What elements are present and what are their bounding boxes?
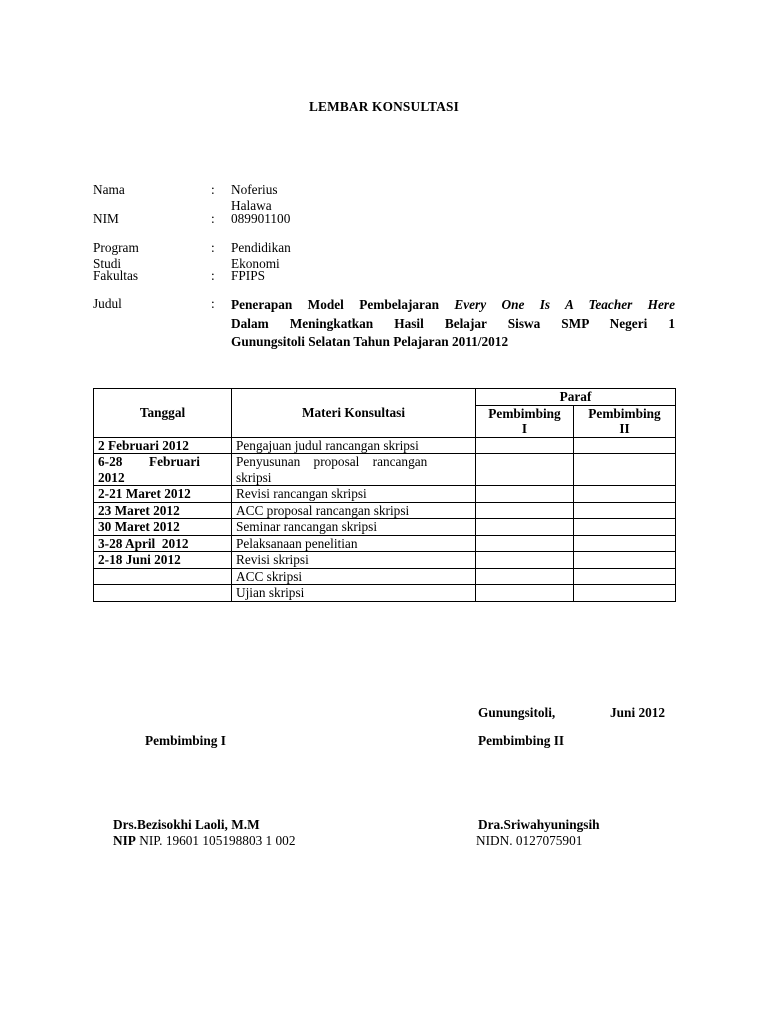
row-date: 3-28 April 2012 — [94, 535, 232, 552]
table-row — [94, 535, 676, 552]
row-paraf-2 — [574, 552, 676, 569]
field-value: Noferius Halawa — [231, 182, 278, 213]
row-materi: Revisi rancangan skripsi — [232, 486, 476, 503]
row-date-line-1: 6-28 Februari — [98, 454, 200, 469]
thesis-title-line-2: Dalam Meningkatkan Hasil Belajar Siswa SMP Negeri 1 — [231, 315, 675, 331]
field-colon: : — [211, 211, 215, 226]
signature-role-left: Pembimbing I — [145, 733, 226, 748]
field-value: Pendidikan Ekonomi — [231, 240, 291, 271]
row-materi: Pelaksanaan penelitian — [232, 535, 476, 552]
row-paraf-1 — [476, 486, 574, 503]
nip-label: NIP — [113, 833, 136, 848]
signature-nip-left — [113, 833, 295, 849]
row-paraf-2 — [574, 502, 676, 519]
field-colon: : — [211, 296, 215, 311]
nip-value: NIP. 19601 105198803 1 002 — [139, 833, 296, 848]
consultation-table — [93, 388, 676, 602]
header-pembimbing-1 — [476, 405, 574, 437]
header-pembimbing-1-text: Pembimbing — [488, 405, 561, 421]
row-paraf-1 — [476, 585, 574, 602]
row-date — [94, 568, 232, 585]
header-pembimbing-2-text: Pembimbing — [588, 405, 661, 421]
header-pembimbing-2-num: II — [619, 421, 630, 436]
row-materi: Ujian skripsi — [232, 585, 476, 602]
row-materi-line-1: Penyusunan proposal rancangan — [236, 454, 428, 469]
table-row — [94, 437, 676, 454]
document-title: LEMBAR KONSULTASI — [308, 99, 460, 114]
field-value: FPIPS — [231, 268, 266, 283]
row-materi — [232, 454, 476, 486]
table-row — [94, 486, 676, 503]
table-row — [94, 502, 676, 519]
row-paraf-1 — [476, 437, 574, 454]
field-label: Program Studi — [93, 240, 139, 271]
row-date — [94, 585, 232, 602]
header-paraf: Paraf — [476, 389, 676, 406]
row-date: 23 Maret 2012 — [94, 502, 232, 519]
row-date — [94, 454, 232, 486]
row-materi: ACC proposal rancangan skripsi — [232, 502, 476, 519]
thesis-title-prefix: Penerapan Model Pembelajaran — [231, 297, 439, 312]
signature-nidn-right: NIDN. 0127075901 — [476, 833, 583, 848]
row-date-line-2: 2012 — [98, 469, 125, 485]
field-label: Nama — [93, 182, 125, 197]
row-date: 2 Februari 2012 — [94, 437, 232, 454]
row-paraf-2 — [574, 535, 676, 552]
thesis-title — [231, 296, 675, 352]
thesis-title-line-3: Gunungsitoli Selatan Tahun Pelajaran 2011/2012 — [231, 334, 509, 349]
row-paraf-1 — [476, 519, 574, 536]
row-paraf-2 — [574, 568, 676, 585]
row-paraf-1 — [476, 552, 574, 569]
row-paraf-2 — [574, 585, 676, 602]
signature-name-left: Drs.Bezisokhi Laoli, M.M — [113, 817, 260, 832]
row-paraf-1 — [476, 454, 574, 486]
table-row — [94, 568, 676, 585]
row-paraf-2 — [574, 519, 676, 536]
signing-place: Gunungsitoli, — [478, 705, 556, 720]
row-paraf-2 — [574, 437, 676, 454]
header-pembimbing-2 — [574, 405, 676, 437]
row-date: 30 Maret 2012 — [94, 519, 232, 536]
header-materi: Materi Konsultasi — [232, 389, 476, 438]
field-label: Fakultas — [93, 268, 139, 283]
field-colon: : — [211, 268, 215, 283]
row-date: 2-21 Maret 2012 — [94, 486, 232, 503]
row-materi-line-2: skripsi — [236, 469, 272, 485]
signature-name-right: Dra.Sriwahyuningsih — [478, 817, 600, 832]
table-row — [94, 552, 676, 569]
row-paraf-1 — [476, 568, 574, 585]
thesis-title-line-1 — [231, 296, 675, 315]
row-materi: Revisi skripsi — [232, 552, 476, 569]
row-paraf-2 — [574, 486, 676, 503]
table-row — [94, 519, 676, 536]
field-value: 089901100 — [231, 211, 291, 226]
row-materi: ACC skripsi — [232, 568, 476, 585]
field-colon: : — [211, 182, 215, 197]
table-header-row — [94, 389, 676, 406]
row-materi: Seminar rancangan skripsi — [232, 519, 476, 536]
row-paraf-2 — [574, 454, 676, 486]
table-row — [94, 454, 676, 486]
row-paraf-1 — [476, 535, 574, 552]
signing-date: Juni 2012 — [610, 705, 666, 720]
table-row — [94, 585, 676, 602]
signature-role-right: Pembimbing II — [478, 733, 565, 748]
header-tanggal: Tanggal — [94, 389, 232, 438]
header-pembimbing-1-num: I — [521, 421, 528, 436]
field-colon: : — [211, 240, 215, 255]
field-label: Judul — [93, 296, 122, 311]
row-date: 2-18 Juni 2012 — [94, 552, 232, 569]
thesis-title-italic: Every One Is A Teacher Here — [454, 297, 675, 312]
field-label: NIM — [93, 211, 119, 226]
row-materi: Pengajuan judul rancangan skripsi — [232, 437, 476, 454]
row-paraf-1 — [476, 502, 574, 519]
